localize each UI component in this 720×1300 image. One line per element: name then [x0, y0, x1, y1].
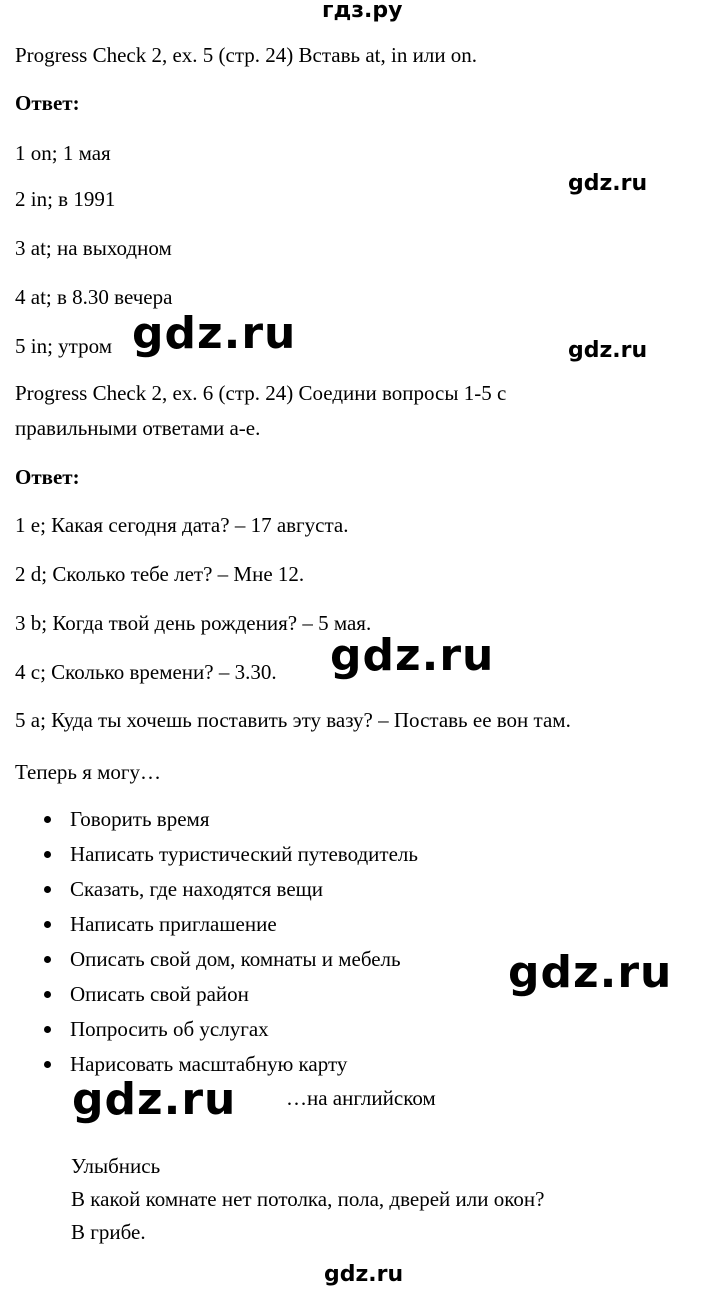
smile-answer: В грибе. — [71, 1220, 146, 1244]
smile-title: Улыбнись — [71, 1154, 161, 1178]
watermark: gdz.ru — [324, 1262, 404, 1287]
ex6-answer-3: 3 b; Когда твой день рождения? – 5 мая. — [15, 611, 372, 635]
ex6-title-line2: правильными ответами a-e. — [15, 416, 261, 440]
list-item: Попросить об услугах — [40, 1016, 418, 1051]
watermark: gdz.ru — [508, 947, 673, 998]
watermark: gdz.ru — [72, 1074, 237, 1125]
ex6-answer-2: 2 d; Сколько тебе лет? – Мне 12. — [15, 562, 305, 586]
smile-question: В какой комнате нет потолка, пола, дверей или окон? — [71, 1187, 545, 1211]
ex5-answer-label: Ответ: — [15, 91, 80, 115]
ex5-answer-2: 2 in; в 1991 — [15, 187, 116, 211]
skills-list — [40, 806, 418, 1086]
ex5-answer-3: 3 at; на выходном — [15, 236, 172, 260]
watermark: gdz.ru — [132, 308, 297, 359]
list-item: Написать туристический путеводитель — [40, 841, 418, 876]
now-i-can-heading: Теперь я могу… — [15, 760, 162, 784]
list-item: Описать свой дом, комнаты и мебель — [40, 946, 418, 981]
ex6-answer-5: 5 a; Куда ты хочешь поставить эту вазу? – Поставь ее вон там. — [15, 708, 571, 732]
ex6-title-line1: Progress Check 2, ex. 6 (стр. 24) Соедини вопросы 1-5 с — [15, 381, 507, 405]
list-item: Говорить время — [40, 806, 418, 841]
list-item: Сказать, где находятся вещи — [40, 876, 418, 911]
ex5-title: Progress Check 2, ex. 5 (стр. 24) Вставь at, in или on. — [15, 43, 478, 67]
ex6-answer-4: 4 c; Сколько времени? – 3.30. — [15, 660, 277, 684]
in-english-suffix: …на английском — [286, 1086, 436, 1110]
list-item: Нарисовать масштабную карту — [40, 1051, 418, 1086]
watermark: gdz.ru — [330, 630, 495, 681]
watermark: gdz.ru — [568, 171, 648, 196]
ex5-answer-4: 4 at; в 8.30 вечера — [15, 285, 173, 309]
ex6-answer-1: 1 e; Какая сегодня дата? – 17 августа. — [15, 513, 349, 537]
list-item: Описать свой район — [40, 981, 418, 1016]
list-item: Написать приглашение — [40, 911, 418, 946]
watermark: gdz.ru — [568, 338, 648, 363]
ex6-answer-label: Ответ: — [15, 465, 80, 489]
site-header: гдз.ру — [322, 0, 403, 23]
ex5-answer-1: 1 on; 1 мая — [15, 141, 111, 165]
ex5-answer-5: 5 in; утром — [15, 334, 112, 358]
